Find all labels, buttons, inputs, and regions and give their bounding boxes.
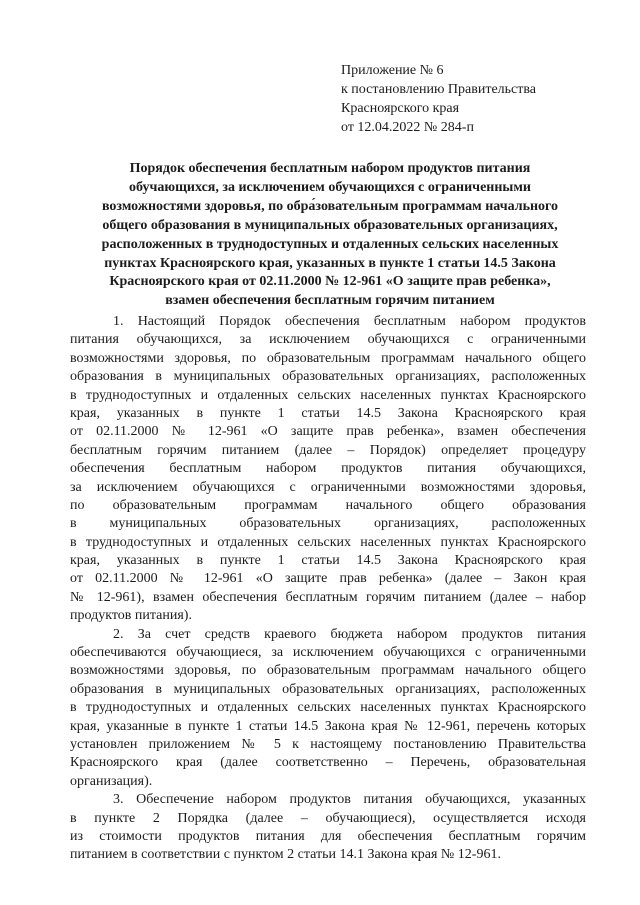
text-line: № 12-961), взамен обеспечения бесплатным горячим питанием (далее – набор (70, 589, 586, 605)
document-title (70, 160, 590, 311)
title-line: расположенных в труднодоступных и отдаленных сельских населенных (101, 236, 559, 252)
paragraph-2 (70, 626, 586, 792)
text-line: установлен приложением № 5 к настоящему постановлению Правительства (70, 736, 586, 752)
title-line: общего образования в муниципальных образовательных организациях, (102, 217, 558, 233)
text-line: образования в муниципальных образовательных организациях, расположенных (70, 369, 586, 385)
text-line: питанием в соответствии с пунктом 2 статьи 14.1 Закона края № 12-961. (70, 847, 501, 863)
text-line: возможностями здоровья, по образовательным программам начального общего (70, 663, 586, 679)
paragraph-1 (70, 313, 586, 626)
text-line: края, указанных в пункте 1 статьи 14.5 Закона Красноярского края (70, 405, 586, 421)
text-line: в труднодоступных и отдаленных сельских населенных пунктах Красноярского (70, 387, 586, 403)
text-line: в труднодоступных и отдаленных сельских населенных пунктах Красноярского (70, 700, 586, 716)
appendix-header (341, 61, 536, 137)
text-line: 2. За счет средств краевого бюджета набором продуктов питания (113, 626, 586, 642)
appendix-line: к постановлению Правительства (341, 82, 537, 97)
text-line: по образовательным программам начального общего образования (70, 497, 586, 513)
document-body (70, 313, 586, 865)
appendix-line: Приложение № 6 (341, 63, 444, 78)
title-line: взамен обеспечения бесплатным горячим питанием (165, 293, 495, 309)
paragraph-3 (70, 791, 586, 865)
text-line: Красноярского края (далее соответственно – Перечень, образовательная (70, 755, 586, 771)
title-line: Порядок обеспечения бесплатным набором продуктов питания (129, 161, 531, 176)
appendix-line: Красноярского края (341, 101, 460, 116)
title-line: обучающихся, за исключением обучающихся с ограниченными (129, 179, 531, 195)
text-line: образования в муниципальных образовательных организациях, расположенных (70, 681, 586, 697)
text-line: возможностями здоровья, по образовательным программам начального общего (70, 350, 586, 366)
text-line: продуктов питания). (70, 608, 192, 624)
title-line: пунктах Красноярского края, указанных в пункте 1 статьи 14.5 Закона (104, 255, 556, 271)
text-line: от 02.11.2000 № 12-961 «О защите прав ребенка», взамен обеспечения (70, 424, 586, 440)
text-line: из стоимости продуктов питания для обеспечения бесплатным горячим (70, 828, 586, 844)
appendix-line: от 12.04.2022 № 284-п (341, 120, 474, 135)
text-line: бесплатным горячим питанием (далее – Порядок) определяет процедуру (70, 442, 586, 458)
text-line: от 02.11.2000 № 12-961 «О защите прав ребенка» (далее – Закон края (70, 571, 586, 587)
text-line: за исключением обучающихся с ограниченными возможностями здоровья, (70, 479, 586, 495)
text-line: обеспечения бесплатным набором продуктов питания обучающихся, (70, 461, 586, 477)
text-line: края, указанных в пункте 1 статьи 14.5 Закона Красноярского края (70, 553, 586, 569)
text-line: 1. Настоящий Порядок обеспечения бесплатным набором продуктов (113, 314, 586, 329)
text-line: организация). (70, 773, 153, 789)
text-line: в труднодоступных и отдаленных сельских населенных пунктах Красноярского (70, 534, 586, 550)
title-line: Красноярского края от 02.11.2000 № 12-961 «О защите прав ребенка», (109, 274, 551, 290)
title-line: возможностями здоровья, по обра́зовательным программам начального (101, 198, 559, 214)
text-line: края, указанные в пункте 1 статьи 14.5 Закона края № 12-961, перечень которых (70, 718, 586, 734)
text-line: питания обучающихся, за исключением обучающихся с ограниченными (70, 332, 586, 348)
text-line: в пункте 2 Порядка (далее – обучающиеся), осуществляется исходя (70, 810, 586, 826)
text-line: в муниципальных образовательных организациях, расположенных (70, 516, 586, 532)
text-line: 3. Обеспечение набором продуктов питания обучающихся, указанных (113, 792, 586, 808)
text-line: обеспечиваются обучающиеся, за исключением обучающихся с ограниченными (70, 645, 586, 661)
